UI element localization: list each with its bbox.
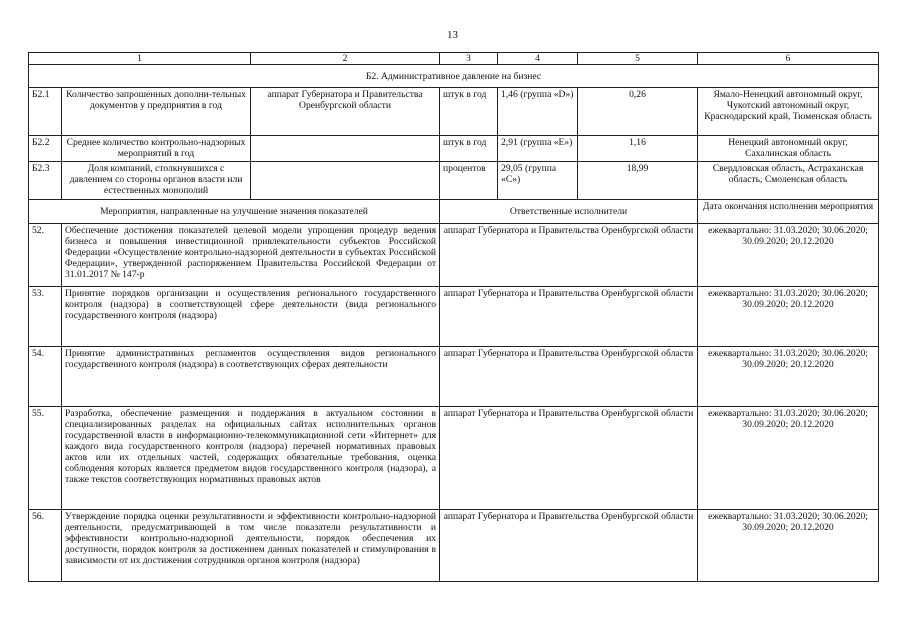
col-header-5: 5 xyxy=(578,53,698,65)
measure-number: 56. xyxy=(29,510,62,582)
indicator-best: Свердловская область, Астраханская область, Смоленская область xyxy=(698,162,879,200)
indicator-best: Ямало-Ненецкий автономный округ, Чукотский автономный округ, Краснодарский край, Тюменская область xyxy=(698,88,879,136)
indicator-target: 2,91 (группа «Е») xyxy=(498,136,578,162)
measure-executor: аппарат Губернатора и Правительства Оренбургской области xyxy=(440,287,698,347)
measures-header-row xyxy=(29,200,879,224)
measure-text: Принятие порядков организации и осуществления регионального государственного контроля (надзора) в соответствующей сфере деятельности (вида регионального государственного контроля (надзора) xyxy=(62,287,440,347)
indicator-current: 18,99 xyxy=(578,162,698,200)
executors-header: Ответственные исполнители xyxy=(440,200,698,224)
measure-row xyxy=(29,287,879,347)
indicator-responsible xyxy=(251,136,440,162)
measure-deadline: ежеквартально: 31.03.2020; 30.06.2020; 30.09.2020; 20.12.2020 xyxy=(698,407,879,510)
section-title: Б2. Административное давление на бизнес xyxy=(29,65,879,88)
measure-text: Обеспечение достижения показателей целевой модели упрощения процедур ведения бизнеса и повышения инвестиционной привлекательности субъектов Российской Федерации «Осуществление контрольно-надзорной деятельности в субъектах Российской Федерации», утвержденной распоряжением Правительства Российской Федерации от 31.01.2017 № 147-р xyxy=(62,224,440,287)
measure-row xyxy=(29,407,879,510)
measure-row xyxy=(29,347,879,407)
measure-executor: аппарат Губернатора и Правительства Оренбургской области xyxy=(440,407,698,510)
col-header-2: 2 xyxy=(251,53,440,65)
measure-deadline: ежеквартально: 31.03.2020; 30.06.2020; 30.09.2020; 20.12.2020 xyxy=(698,510,879,582)
col-header-6: 6 xyxy=(698,53,879,65)
indicator-row xyxy=(29,136,879,162)
measure-text: Разработка, обеспечение размещения и поддержания в актуальном состоянии в специализированных разделах на официальных сайтах исполнительных органов государственной власти в информационно-телекоммуникационной сети «Интернет» для каждого вида государственного контроля (надзора) перечней нормативных правовых актов или их отдельных частей, содержащих обязательные требования, оценка соблюдения которых является предметом видов государственного контроля (надзора), а также текстов соответствующих нормативных правовых актов xyxy=(62,407,440,510)
indicators-table xyxy=(28,52,879,582)
deadline-header: Дата окончания исполнения мероприятия xyxy=(698,200,879,224)
measure-number: 52. xyxy=(29,224,62,287)
page-number: 13 xyxy=(447,29,458,41)
indicator-responsible xyxy=(251,162,440,200)
col-header-4: 4 xyxy=(498,53,578,65)
indicator-name: Количество запрошенных дополни-тельных документов у предприятия в год xyxy=(62,88,251,136)
indicator-unit: штук в год xyxy=(440,88,498,136)
indicator-best: Ненецкий автономный округ, Сахалинская область xyxy=(698,136,879,162)
indicator-target: 29,05 (группа «С») xyxy=(498,162,578,200)
indicator-name: Среднее количество контрольно-надзорных мероприятий в год xyxy=(62,136,251,162)
section-row xyxy=(29,65,879,88)
measure-number: 53. xyxy=(29,287,62,347)
column-number-row xyxy=(29,53,879,65)
indicator-id: Б2.1 xyxy=(29,88,62,136)
indicator-unit: процентов xyxy=(440,162,498,200)
measure-row xyxy=(29,224,879,287)
measure-text: Утверждение порядка оценки результативности и эффективности контрольно-надзорной деятельности, предусматривающей в том числе показатели результативности и эффективности контрольно-надзорной деятельности, порядок обеспечения их доступности, порядок контроля за достижением данных показателей и стимулирования в зависимости от их достижения сотрудников органов контроля (надзора) xyxy=(62,510,440,582)
measure-deadline: ежеквартально: 31.03.2020; 30.06.2020; 30.09.2020; 20.12.2020 xyxy=(698,347,879,407)
measure-text: Принятие административных регламентов осуществления видов регионального государственного контроля (надзора) в соответствующих сферах деятельности xyxy=(62,347,440,407)
measure-executor: аппарат Губернатора и Правительства Оренбургской области xyxy=(440,347,698,407)
measure-executor: аппарат Губернатора и Правительства Оренбургской области xyxy=(440,510,698,582)
indicator-id: Б2.2 xyxy=(29,136,62,162)
measure-row xyxy=(29,510,879,582)
indicator-row xyxy=(29,162,879,200)
indicator-target: 1,46 (группа «D») xyxy=(498,88,578,136)
indicator-name: Доля компаний, столкнувшихся с давлением со стороны органов власти или естественных монополий xyxy=(62,162,251,200)
indicator-responsible: аппарат Губернатора и Правительства Оренбургской области xyxy=(251,88,440,136)
measure-number: 55. xyxy=(29,407,62,510)
indicator-id: Б2.3 xyxy=(29,162,62,200)
indicator-unit: штук в год xyxy=(440,136,498,162)
col-header-1: 1 xyxy=(29,53,251,65)
measure-number: 54. xyxy=(29,347,62,407)
indicator-current: 0,26 xyxy=(578,88,698,136)
indicator-row xyxy=(29,88,879,136)
measures-header: Мероприятия, направленные на улучшение значения показателей xyxy=(29,200,440,224)
measure-deadline: ежеквартально: 31.03.2020; 30.06.2020; 30.09.2020; 20.12.2020 xyxy=(698,287,879,347)
measure-executor: аппарат Губернатора и Правительства Оренбургской области xyxy=(440,224,698,287)
col-header-3: 3 xyxy=(440,53,498,65)
indicator-current: 1,16 xyxy=(578,136,698,162)
measure-deadline: ежеквартально: 31.03.2020; 30.06.2020; 30.09.2020; 20.12.2020 xyxy=(698,224,879,287)
